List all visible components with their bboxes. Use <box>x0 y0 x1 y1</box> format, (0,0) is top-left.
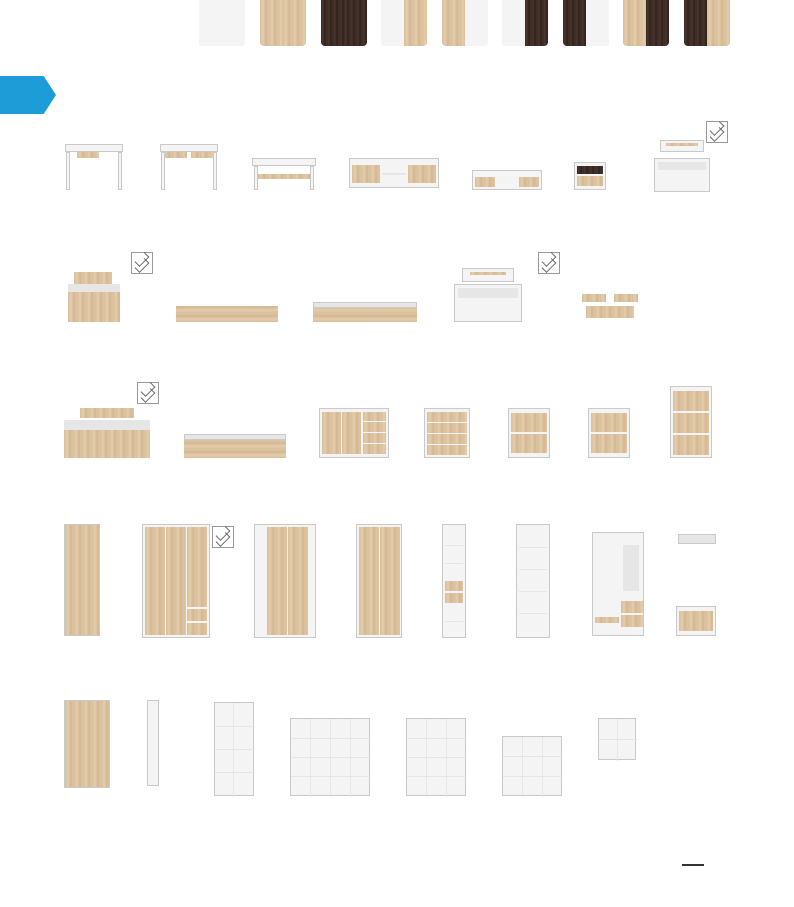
bed-loz90a-image <box>68 272 120 322</box>
chest-kom4s-image <box>424 408 470 458</box>
shoe-cabinet-sfk1k-image <box>676 606 716 636</box>
drawer-szu-image <box>313 302 417 322</box>
color-swatch <box>381 0 427 46</box>
bookcase-reg1212-image <box>502 736 562 796</box>
desk-biu2s-image <box>160 144 218 190</box>
bookcase-reg198-image <box>214 702 254 796</box>
shoe-cabinet-sfb3k-image <box>670 386 712 458</box>
drawer-bed-loz85d-image <box>176 306 278 322</box>
option-icon <box>131 252 153 274</box>
bookcase-reg60-image <box>516 524 550 638</box>
wall-hanger-nepo-image <box>678 534 716 544</box>
coat-rack-wie15-image <box>147 700 159 786</box>
coffee-table-image <box>252 158 316 190</box>
shoe-cabinet-sfb2k-image <box>588 408 630 458</box>
shoe-cabinet-sfb2k2-image <box>508 408 550 458</box>
desk-biu1s-image <box>65 144 123 190</box>
color-swatch <box>684 0 730 46</box>
corner-wardrobe-image <box>254 524 316 638</box>
bookcase-reg1516-image <box>290 718 370 796</box>
option-icon <box>538 252 560 274</box>
bookcase-reg1512-image <box>406 718 466 796</box>
drawer-szu162-image <box>184 434 286 458</box>
section-tab-marker <box>0 76 56 114</box>
color-swatch <box>623 0 669 46</box>
bookcase-reg2s40-image <box>442 524 466 638</box>
color-swatch <box>442 0 488 46</box>
bed-loz120-image <box>64 408 150 458</box>
closed-bookcase-image <box>64 524 100 636</box>
wall-cabinet-sfw88-image <box>598 718 636 760</box>
color-swatch <box>563 0 609 46</box>
page-divider <box>682 864 704 866</box>
option-icon <box>137 382 159 404</box>
color-swatch <box>199 0 245 46</box>
chest-kom2d4s-image <box>319 408 389 458</box>
hallway-set-image <box>592 532 644 636</box>
bed-loz3s-image <box>454 268 522 322</box>
wardrobe-szf2d-image <box>356 524 402 638</box>
option-icon <box>706 121 728 143</box>
tv-stand-rtv2d-image <box>349 158 439 188</box>
wardrobe-szf3d2s-image <box>142 524 210 638</box>
bed-loz90-image <box>654 140 710 192</box>
option-icon <box>212 526 234 548</box>
color-swatch <box>260 0 306 46</box>
coat-rack-wie70135-image <box>64 700 110 788</box>
color-swatch <box>502 0 548 46</box>
color-swatch <box>321 0 367 46</box>
tv-stand-rtv2s-image <box>472 170 542 190</box>
drawer-opcja-loz3s-image <box>582 294 638 320</box>
nightstand-image <box>574 162 606 190</box>
